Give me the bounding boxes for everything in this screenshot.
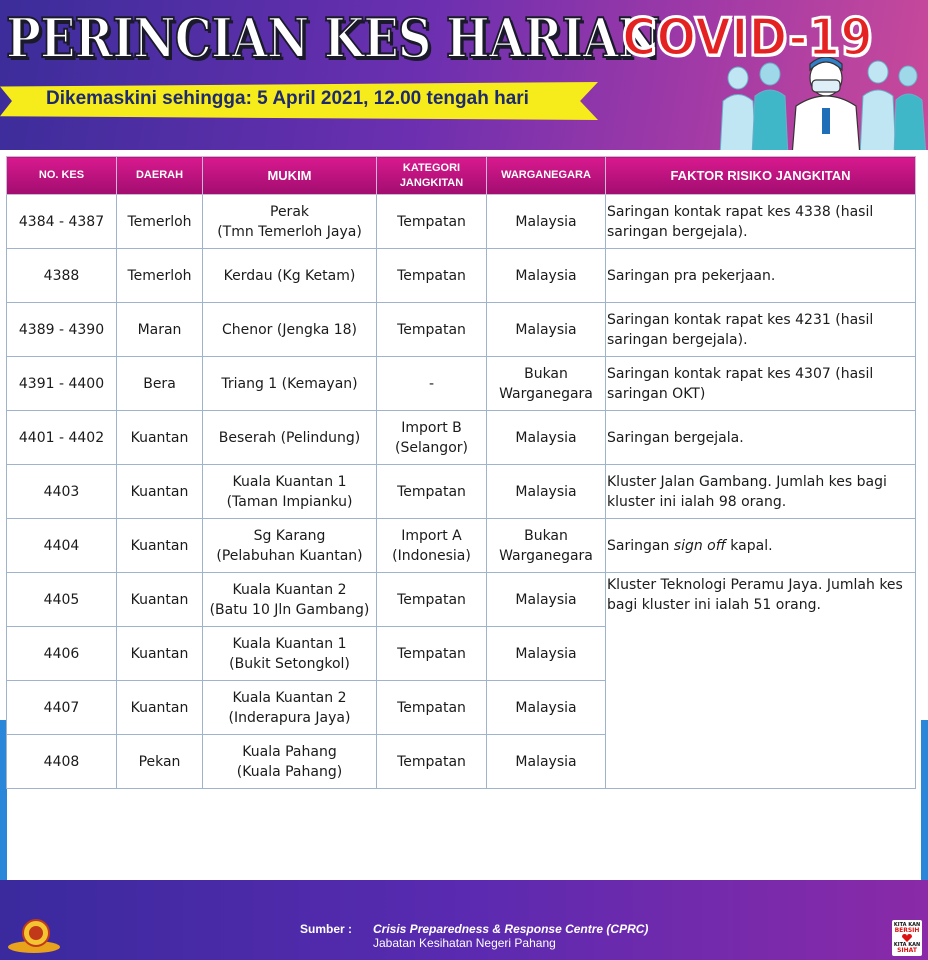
cell-faktor: Kluster Jalan Gambang. Jumlah kes bagi kluster ini ialah 98 orang. [606,465,916,519]
cell-daerah: Kuantan [117,627,203,681]
cell-daerah: Pekan [117,735,203,789]
cell-no-kes: 4405 [7,573,117,627]
cell-warganegara: Malaysia [487,411,606,465]
cell-daerah: Maran [117,303,203,357]
cell-mukim: Kuala Kuantan 1 (Taman Impianku) [203,465,377,519]
header-warganegara: WARGANEGARA [487,157,606,195]
updated-date: Dikemaskini sehingga: 5 April 2021, 12.00 tengah hari [46,88,529,109]
table-row [7,195,916,249]
covid-title: COVID-19 [622,8,873,68]
table-row [7,465,916,519]
cell-kategori: Tempatan [377,303,487,357]
cell-no-kes: 4389 - 4390 [7,303,117,357]
cell-mukim: Kuala Kuantan 2 (Batu 10 Jln Gambang) [203,573,377,627]
cell-mukim: Kerdau (Kg Ketam) [203,249,377,303]
table-row [7,411,916,465]
header-kategori-line1: KATEGORI [402,161,461,174]
source-label: Sumber : [300,922,353,936]
cell-mukim: Triang 1 (Kemayan) [203,357,377,411]
cell-kategori: Tempatan [377,195,487,249]
cell-warganegara: Malaysia [487,249,606,303]
cell-warganegara: Malaysia [487,681,606,735]
table-row [7,573,916,627]
cell-faktor: Saringan pra pekerjaan. [606,249,916,303]
cell-mukim: Kuala Pahang (Kuala Pahang) [203,735,377,789]
cell-no-kes: 4403 [7,465,117,519]
cell-faktor: Saringan kontak rapat kes 4338 (hasil saringan bergejala). [606,195,916,249]
cell-warganegara: Malaysia [487,465,606,519]
header-kategori [377,157,487,195]
page-title: PERINCIAN KES HARIAN [6,6,660,70]
header-no-kes: NO. KES [7,157,117,195]
cell-faktor: Saringan kontak rapat kes 4307 (hasil saringan OKT) [606,357,916,411]
cell-warganegara: Malaysia [487,303,606,357]
cell-daerah: Kuantan [117,573,203,627]
cell-daerah: Kuantan [117,465,203,519]
medical-staff-illustration [708,56,928,155]
table-row [7,519,916,573]
table-row [7,249,916,303]
cell-mukim: Sg Karang (Pelabuhan Kuantan) [203,519,377,573]
right-accent [921,720,928,880]
cell-daerah: Kuantan [117,411,203,465]
cell-mukim: Kuala Kuantan 1 (Bukit Setongkol) [203,627,377,681]
table-row [7,357,916,411]
cell-no-kes: 4384 - 4387 [7,195,117,249]
cell-warganegara: Bukan Warganegara [487,519,606,573]
cell-warganegara: Malaysia [487,735,606,789]
cell-mukim: Perak (Tmn Temerloh Jaya) [203,195,377,249]
cell-no-kes: 4408 [7,735,117,789]
cell-kategori: Tempatan [377,681,487,735]
cell-kategori: Import A (Indonesia) [377,519,487,573]
cell-mukim: Kuala Kuantan 2 (Inderapura Jaya) [203,681,377,735]
cell-faktor: Saringan sign off kapal. [606,519,916,573]
cell-warganegara: Malaysia [487,573,606,627]
cell-daerah: Kuantan [117,519,203,573]
cell-kategori: Tempatan [377,627,487,681]
cell-daerah: Temerloh [117,249,203,303]
cell-warganegara: Malaysia [487,195,606,249]
cell-kategori: Import B (Selangor) [377,411,487,465]
header-kategori-line2: JANGKITAN [399,176,464,189]
cell-faktor-merged: Kluster Teknologi Peramu Jaya. Jumlah kes bagi kluster ini ialah 51 orang. [606,573,916,789]
cell-daerah: Temerloh [117,195,203,249]
header-mukim: MUKIM [203,157,377,195]
header-daerah: DAERAH [117,157,203,195]
cell-warganegara: Bukan Warganegara [487,357,606,411]
cell-faktor: Saringan kontak rapat kes 4231 (hasil saringan bergejala). [606,303,916,357]
cell-kategori: Tempatan [377,249,487,303]
case-table [6,156,916,789]
cell-no-kes: 4391 - 4400 [7,357,117,411]
cell-no-kes: 4406 [7,627,117,681]
source-org: Crisis Preparedness & Response Centre (CPRC) [373,922,649,936]
table-row [7,303,916,357]
cell-no-kes: 4388 [7,249,117,303]
cell-kategori: - [377,357,487,411]
heart-icon [902,934,912,942]
table-header-row [7,157,916,195]
cell-kategori: Tempatan [377,735,487,789]
cell-kategori: Tempatan [377,573,487,627]
cell-warganegara: Malaysia [487,627,606,681]
cell-no-kes: 4401 - 4402 [7,411,117,465]
cell-mukim: Chenor (Jengka 18) [203,303,377,357]
header-faktor: FAKTOR RISIKO JANGKITAN [606,157,916,195]
cell-no-kes: 4407 [7,681,117,735]
source-department: Jabatan Kesihatan Negeri Pahang [373,936,556,950]
cell-daerah: Bera [117,357,203,411]
cell-daerah: Kuantan [117,681,203,735]
jkn-logo-icon [6,917,62,955]
cell-faktor: Saringan bergejala. [606,411,916,465]
cell-no-kes: 4404 [7,519,117,573]
bersih-sihat-badge: KITA KAN BERSIH KITA KAN SIHAT [893,922,921,954]
cell-mukim: Beserah (Pelindung) [203,411,377,465]
cell-kategori: Tempatan [377,465,487,519]
